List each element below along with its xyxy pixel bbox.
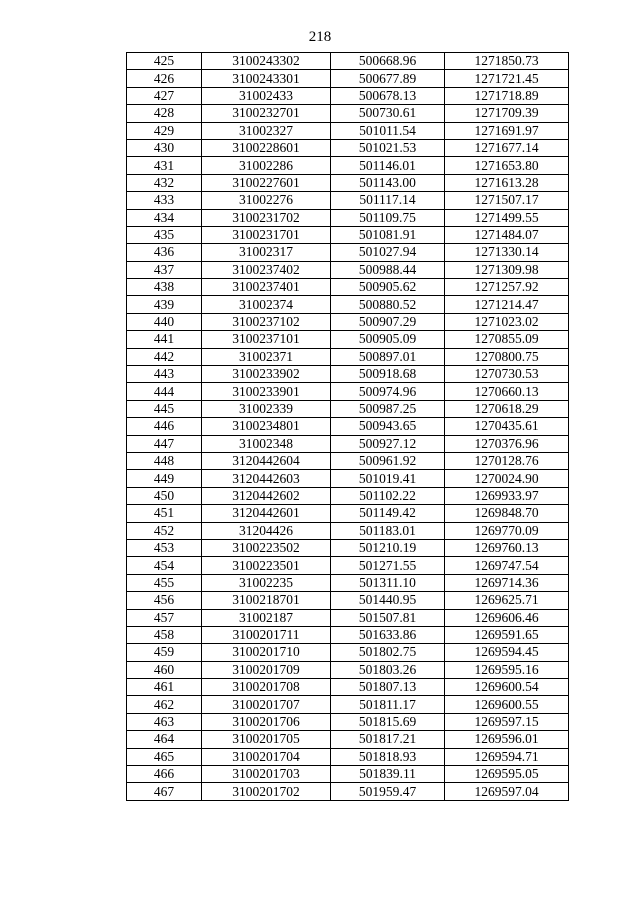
y-coordinate-cell: 1269595.16 [445, 661, 569, 678]
table-row [127, 226, 569, 243]
point-code-cell: 3120442604 [202, 452, 331, 469]
y-coordinate-cell: 1269600.54 [445, 679, 569, 696]
x-coordinate-cell: 501081.91 [331, 226, 445, 243]
point-number-cell: 454 [127, 557, 202, 574]
x-coordinate-cell: 500905.09 [331, 331, 445, 348]
x-coordinate-cell: 501019.41 [331, 470, 445, 487]
table-row [127, 279, 569, 296]
x-coordinate-cell: 501807.13 [331, 679, 445, 696]
x-coordinate-cell: 500678.13 [331, 87, 445, 104]
table-row [127, 626, 569, 643]
x-coordinate-cell: 501815.69 [331, 713, 445, 730]
point-code-cell: 3100201706 [202, 713, 331, 730]
table-row [127, 70, 569, 87]
y-coordinate-cell: 1271721.45 [445, 70, 569, 87]
x-coordinate-cell: 500918.68 [331, 366, 445, 383]
table-row [127, 696, 569, 713]
point-number-cell: 459 [127, 644, 202, 661]
y-coordinate-cell: 1269600.55 [445, 696, 569, 713]
x-coordinate-cell: 501802.75 [331, 644, 445, 661]
point-number-cell: 457 [127, 609, 202, 626]
point-code-cell: 3100223502 [202, 539, 331, 556]
table-row [127, 209, 569, 226]
point-code-cell: 3100201705 [202, 731, 331, 748]
point-number-cell: 442 [127, 348, 202, 365]
x-coordinate-cell: 500927.12 [331, 435, 445, 452]
table-row [127, 713, 569, 730]
x-coordinate-cell: 501959.47 [331, 783, 445, 800]
point-number-cell: 445 [127, 400, 202, 417]
point-code-cell: 3100201704 [202, 748, 331, 765]
table-row [127, 766, 569, 783]
point-code-cell: 31204426 [202, 522, 331, 539]
y-coordinate-cell: 1269606.46 [445, 609, 569, 626]
point-code-cell: 3100201702 [202, 783, 331, 800]
y-coordinate-cell: 1270435.61 [445, 418, 569, 435]
y-coordinate-cell: 1271023.02 [445, 313, 569, 330]
point-number-cell: 425 [127, 53, 202, 70]
point-number-cell: 455 [127, 574, 202, 591]
point-number-cell: 467 [127, 783, 202, 800]
point-code-cell: 3100201703 [202, 766, 331, 783]
y-coordinate-cell: 1269848.70 [445, 505, 569, 522]
point-number-cell: 460 [127, 661, 202, 678]
y-coordinate-cell: 1269770.09 [445, 522, 569, 539]
y-coordinate-cell: 1269591.65 [445, 626, 569, 643]
x-coordinate-cell: 501021.53 [331, 139, 445, 156]
x-coordinate-cell: 500730.61 [331, 105, 445, 122]
table-row [127, 609, 569, 626]
coordinates-table-body [127, 53, 569, 801]
table-row [127, 661, 569, 678]
point-number-cell: 435 [127, 226, 202, 243]
table-row [127, 122, 569, 139]
table-row [127, 487, 569, 504]
y-coordinate-cell: 1269625.71 [445, 592, 569, 609]
point-number-cell: 427 [127, 87, 202, 104]
point-code-cell: 31002235 [202, 574, 331, 591]
table-row [127, 435, 569, 452]
table-row [127, 644, 569, 661]
point-code-cell: 3100237102 [202, 313, 331, 330]
point-code-cell: 3100227601 [202, 174, 331, 191]
point-number-cell: 428 [127, 105, 202, 122]
point-code-cell: 3100234801 [202, 418, 331, 435]
table-row [127, 244, 569, 261]
y-coordinate-cell: 1271499.55 [445, 209, 569, 226]
point-code-cell: 3120442602 [202, 487, 331, 504]
point-code-cell: 3100231702 [202, 209, 331, 226]
point-number-cell: 462 [127, 696, 202, 713]
table-row [127, 557, 569, 574]
point-number-cell: 461 [127, 679, 202, 696]
y-coordinate-cell: 1271309.98 [445, 261, 569, 278]
table-row [127, 366, 569, 383]
point-code-cell: 3100201708 [202, 679, 331, 696]
y-coordinate-cell: 1271507.17 [445, 192, 569, 209]
point-code-cell: 31002317 [202, 244, 331, 261]
table-row [127, 400, 569, 417]
table-row [127, 157, 569, 174]
y-coordinate-cell: 1269597.15 [445, 713, 569, 730]
x-coordinate-cell: 500961.92 [331, 452, 445, 469]
point-code-cell: 3100201711 [202, 626, 331, 643]
point-number-cell: 439 [127, 296, 202, 313]
point-number-cell: 464 [127, 731, 202, 748]
y-coordinate-cell: 1271691.97 [445, 122, 569, 139]
point-number-cell: 463 [127, 713, 202, 730]
point-number-cell: 446 [127, 418, 202, 435]
point-number-cell: 466 [127, 766, 202, 783]
table-row [127, 679, 569, 696]
x-coordinate-cell: 500988.44 [331, 261, 445, 278]
point-number-cell: 434 [127, 209, 202, 226]
table-row [127, 748, 569, 765]
y-coordinate-cell: 1269760.13 [445, 539, 569, 556]
y-coordinate-cell: 1270024.90 [445, 470, 569, 487]
point-code-cell: 31002433 [202, 87, 331, 104]
x-coordinate-cell: 501507.81 [331, 609, 445, 626]
y-coordinate-cell: 1269596.01 [445, 731, 569, 748]
x-coordinate-cell: 500943.65 [331, 418, 445, 435]
table-row [127, 174, 569, 191]
point-number-cell: 426 [127, 70, 202, 87]
y-coordinate-cell: 1271257.92 [445, 279, 569, 296]
y-coordinate-cell: 1270855.09 [445, 331, 569, 348]
x-coordinate-cell: 501311.10 [331, 574, 445, 591]
y-coordinate-cell: 1271330.14 [445, 244, 569, 261]
table-row [127, 452, 569, 469]
x-coordinate-cell: 500677.89 [331, 70, 445, 87]
coordinates-table [126, 52, 569, 801]
table-row [127, 192, 569, 209]
x-coordinate-cell: 500987.25 [331, 400, 445, 417]
x-coordinate-cell: 501146.01 [331, 157, 445, 174]
y-coordinate-cell: 1269594.45 [445, 644, 569, 661]
point-code-cell: 3100243301 [202, 70, 331, 87]
point-code-cell: 3100223501 [202, 557, 331, 574]
x-coordinate-cell: 501818.93 [331, 748, 445, 765]
y-coordinate-cell: 1270800.75 [445, 348, 569, 365]
point-code-cell: 31002187 [202, 609, 331, 626]
x-coordinate-cell: 501817.21 [331, 731, 445, 748]
point-number-cell: 437 [127, 261, 202, 278]
point-code-cell: 31002276 [202, 192, 331, 209]
y-coordinate-cell: 1270730.53 [445, 366, 569, 383]
point-number-cell: 441 [127, 331, 202, 348]
point-code-cell: 3100201709 [202, 661, 331, 678]
y-coordinate-cell: 1269714.36 [445, 574, 569, 591]
x-coordinate-cell: 501027.94 [331, 244, 445, 261]
point-number-cell: 444 [127, 383, 202, 400]
x-coordinate-cell: 501811.17 [331, 696, 445, 713]
y-coordinate-cell: 1271677.14 [445, 139, 569, 156]
y-coordinate-cell: 1271850.73 [445, 53, 569, 70]
table-row [127, 383, 569, 400]
point-number-cell: 456 [127, 592, 202, 609]
point-number-cell: 429 [127, 122, 202, 139]
x-coordinate-cell: 500974.96 [331, 383, 445, 400]
x-coordinate-cell: 501839.11 [331, 766, 445, 783]
table-row [127, 261, 569, 278]
x-coordinate-cell: 501102.22 [331, 487, 445, 504]
point-number-cell: 432 [127, 174, 202, 191]
point-code-cell: 3100233901 [202, 383, 331, 400]
x-coordinate-cell: 500907.29 [331, 313, 445, 330]
table-row [127, 592, 569, 609]
point-code-cell: 3100228601 [202, 139, 331, 156]
y-coordinate-cell: 1270376.96 [445, 435, 569, 452]
y-coordinate-cell: 1271484.07 [445, 226, 569, 243]
y-coordinate-cell: 1269747.54 [445, 557, 569, 574]
y-coordinate-cell: 1271214.47 [445, 296, 569, 313]
point-code-cell: 31002327 [202, 122, 331, 139]
table-row [127, 313, 569, 330]
x-coordinate-cell: 501117.14 [331, 192, 445, 209]
x-coordinate-cell: 501633.86 [331, 626, 445, 643]
point-number-cell: 449 [127, 470, 202, 487]
point-number-cell: 436 [127, 244, 202, 261]
y-coordinate-cell: 1271613.28 [445, 174, 569, 191]
y-coordinate-cell: 1270618.29 [445, 400, 569, 417]
y-coordinate-cell: 1269597.04 [445, 783, 569, 800]
point-code-cell: 3100201707 [202, 696, 331, 713]
point-code-cell: 3120442601 [202, 505, 331, 522]
y-coordinate-cell: 1271718.89 [445, 87, 569, 104]
point-code-cell: 3100237402 [202, 261, 331, 278]
point-number-cell: 438 [127, 279, 202, 296]
point-number-cell: 443 [127, 366, 202, 383]
y-coordinate-cell: 1269594.71 [445, 748, 569, 765]
point-code-cell: 31002371 [202, 348, 331, 365]
table-row [127, 539, 569, 556]
y-coordinate-cell: 1269595.05 [445, 766, 569, 783]
x-coordinate-cell: 500668.96 [331, 53, 445, 70]
x-coordinate-cell: 501109.75 [331, 209, 445, 226]
x-coordinate-cell: 501143.00 [331, 174, 445, 191]
point-code-cell: 3100237101 [202, 331, 331, 348]
table-row [127, 53, 569, 70]
x-coordinate-cell: 501149.42 [331, 505, 445, 522]
table-row [127, 731, 569, 748]
point-number-cell: 453 [127, 539, 202, 556]
point-code-cell: 3100237401 [202, 279, 331, 296]
x-coordinate-cell: 501440.95 [331, 592, 445, 609]
x-coordinate-cell: 501271.55 [331, 557, 445, 574]
point-number-cell: 451 [127, 505, 202, 522]
point-number-cell: 458 [127, 626, 202, 643]
x-coordinate-cell: 501011.54 [331, 122, 445, 139]
table-row [127, 522, 569, 539]
point-number-cell: 440 [127, 313, 202, 330]
point-number-cell: 450 [127, 487, 202, 504]
x-coordinate-cell: 501803.26 [331, 661, 445, 678]
table-row [127, 331, 569, 348]
page-number: 218 [308, 29, 332, 45]
y-coordinate-cell: 1271653.80 [445, 157, 569, 174]
point-number-cell: 433 [127, 192, 202, 209]
point-number-cell: 448 [127, 452, 202, 469]
point-number-cell: 447 [127, 435, 202, 452]
table-row [127, 574, 569, 591]
table-row [127, 783, 569, 800]
x-coordinate-cell: 500897.01 [331, 348, 445, 365]
point-code-cell: 3100218701 [202, 592, 331, 609]
point-number-cell: 465 [127, 748, 202, 765]
point-code-cell: 31002348 [202, 435, 331, 452]
point-code-cell: 31002339 [202, 400, 331, 417]
x-coordinate-cell: 501183.01 [331, 522, 445, 539]
y-coordinate-cell: 1271709.39 [445, 105, 569, 122]
point-code-cell: 31002374 [202, 296, 331, 313]
point-code-cell: 3100232701 [202, 105, 331, 122]
x-coordinate-cell: 500905.62 [331, 279, 445, 296]
x-coordinate-cell: 500880.52 [331, 296, 445, 313]
table-row [127, 470, 569, 487]
table-row [127, 296, 569, 313]
point-code-cell: 3100231701 [202, 226, 331, 243]
table-row [127, 87, 569, 104]
x-coordinate-cell: 501210.19 [331, 539, 445, 556]
table-row [127, 348, 569, 365]
point-code-cell: 3100233902 [202, 366, 331, 383]
point-code-cell: 3120442603 [202, 470, 331, 487]
table-row [127, 105, 569, 122]
point-code-cell: 3100243302 [202, 53, 331, 70]
point-number-cell: 431 [127, 157, 202, 174]
point-code-cell: 3100201710 [202, 644, 331, 661]
y-coordinate-cell: 1270660.13 [445, 383, 569, 400]
table-row [127, 139, 569, 156]
point-number-cell: 452 [127, 522, 202, 539]
y-coordinate-cell: 1270128.76 [445, 452, 569, 469]
point-code-cell: 31002286 [202, 157, 331, 174]
table-row [127, 418, 569, 435]
table-row [127, 505, 569, 522]
y-coordinate-cell: 1269933.97 [445, 487, 569, 504]
point-number-cell: 430 [127, 139, 202, 156]
